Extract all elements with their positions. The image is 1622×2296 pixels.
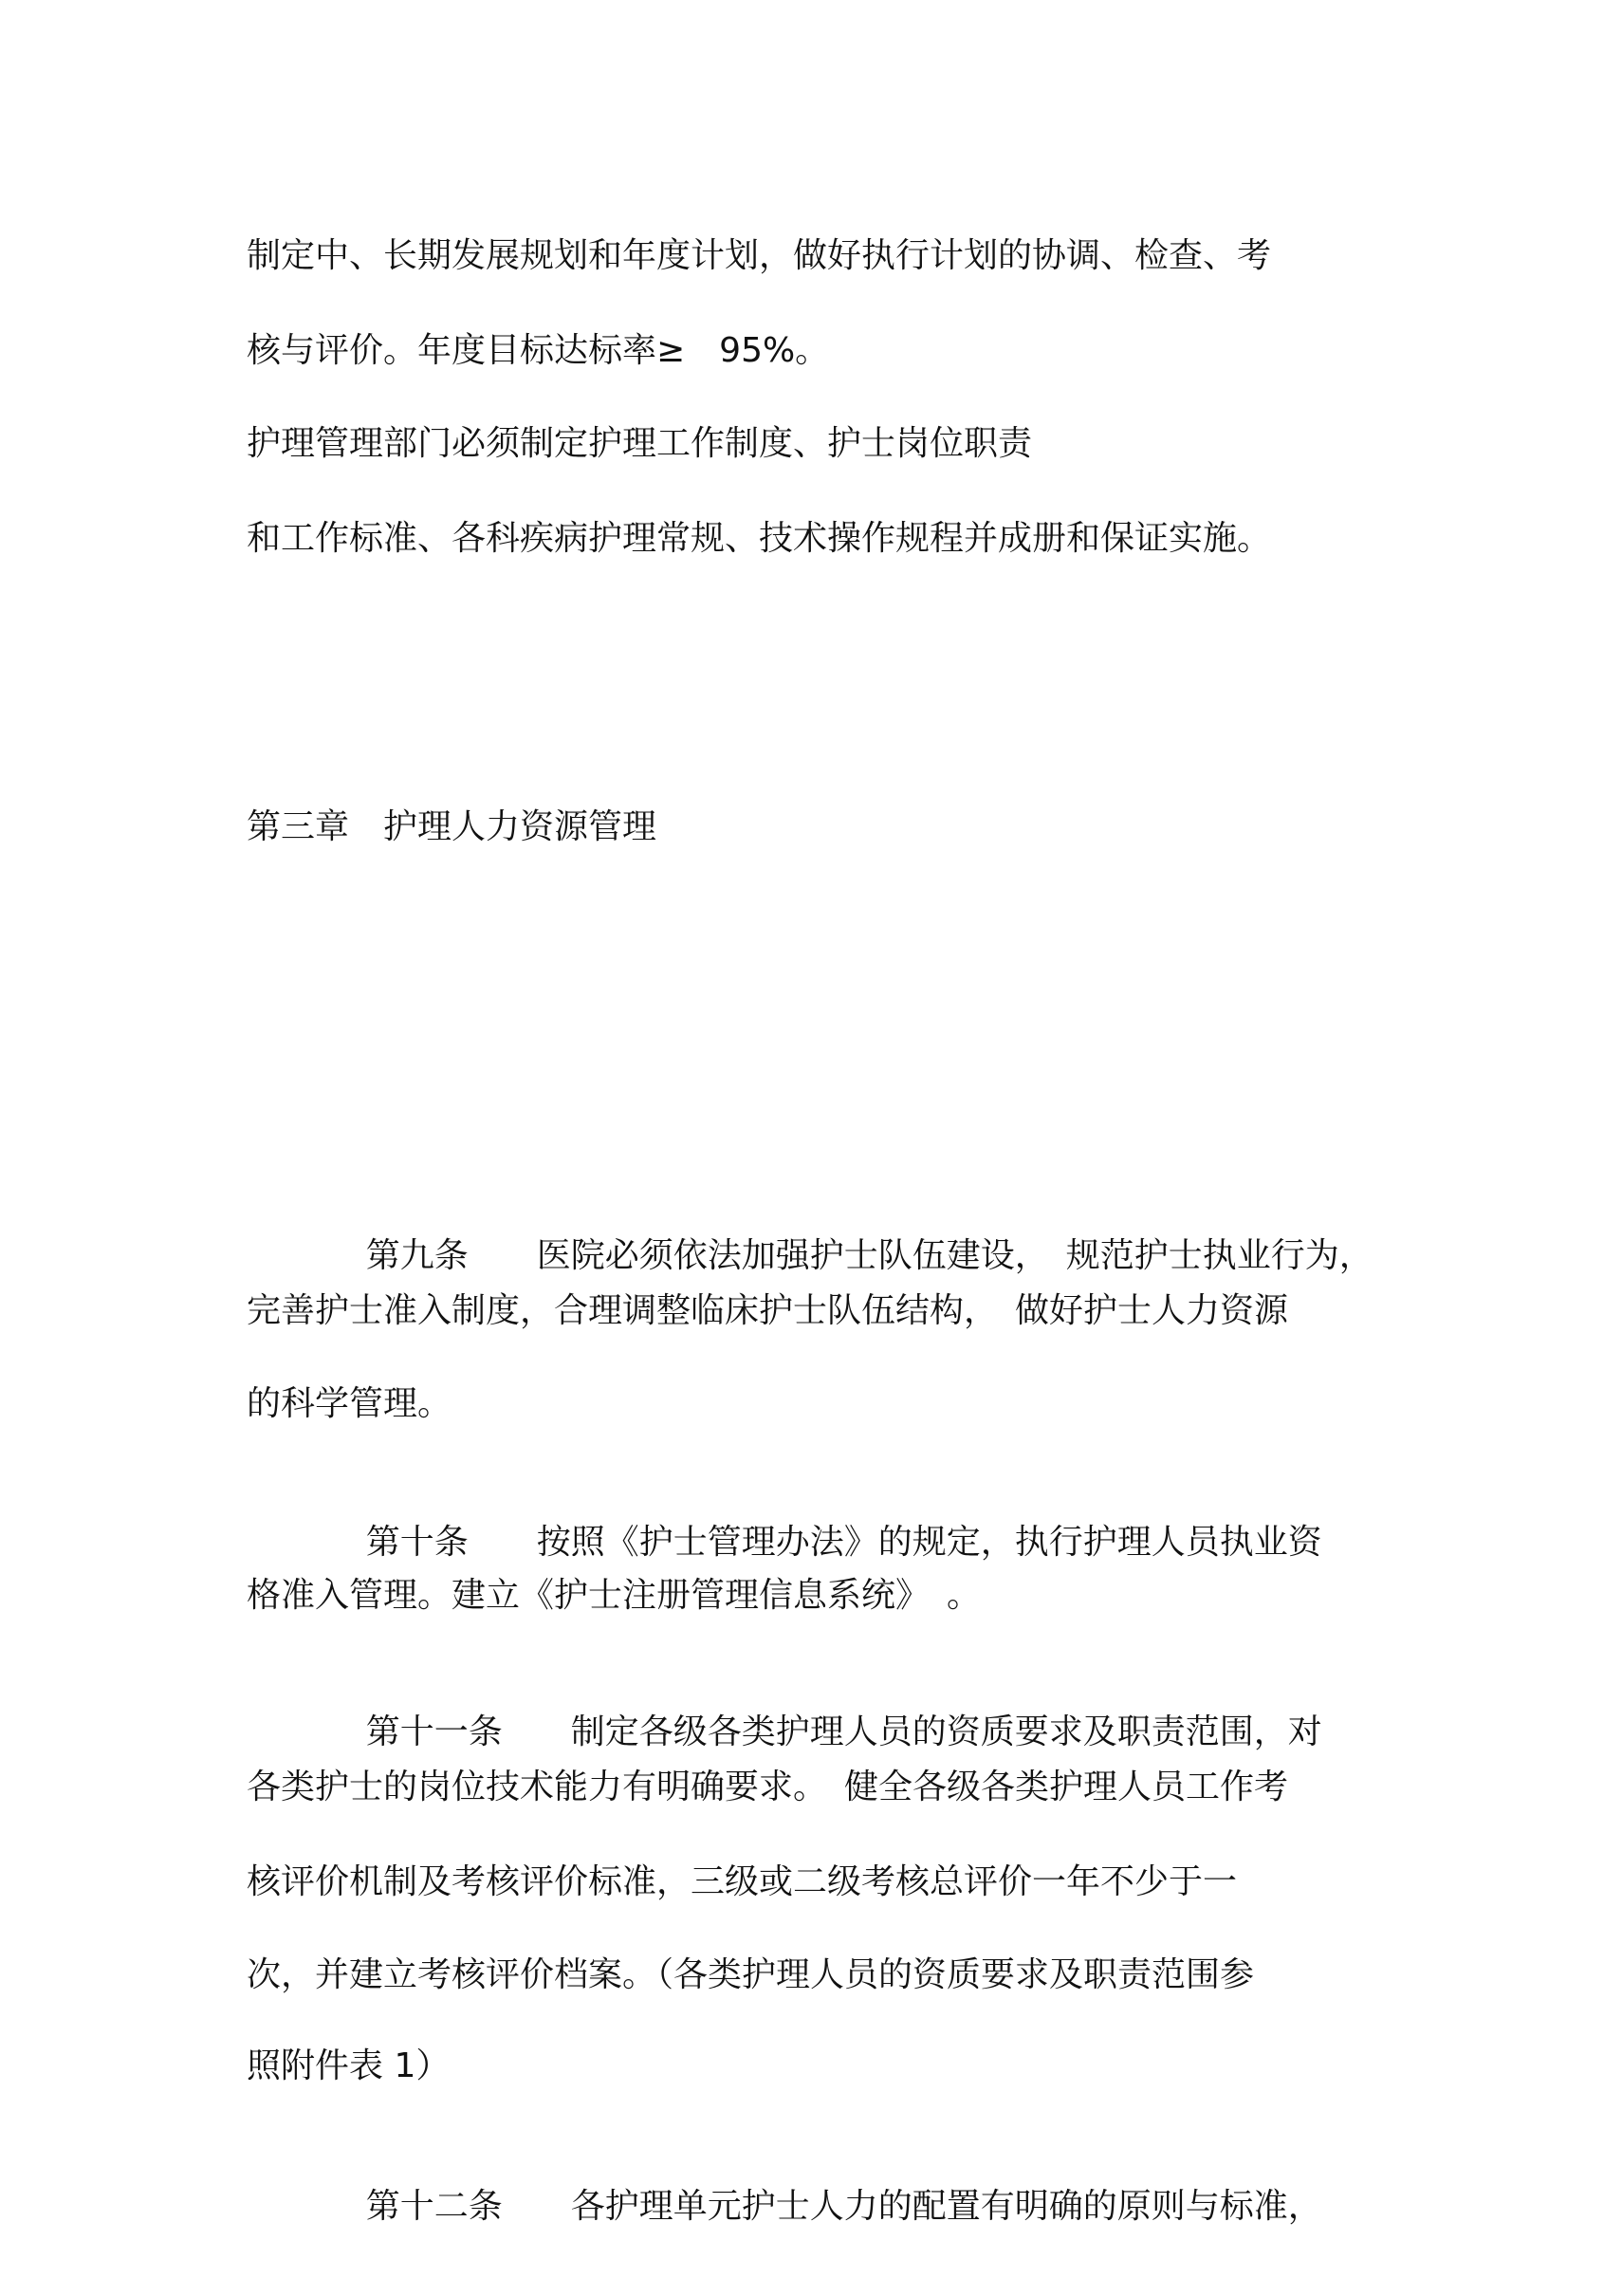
article-10-label: 第十条 (365, 1523, 469, 1562)
article-11-label: 第十一条 (365, 1713, 503, 1751)
article-11-line-5: 照附件表 1） (247, 2046, 451, 2085)
paragraph-line-3: 护理管理部门必须制定护理工作制度、护士岗位职责 (247, 424, 1033, 463)
article-12-text-1: 各护理单元护士人力的配置有明确的原则与标准， (570, 2187, 1322, 2226)
article-11-line-2: 各类护士的岗位技术能力有明确要求。 健全各级各类护理人员工作考 (247, 1768, 1289, 1806)
article-10-text-1: 按照《护士管理办法》的规定，执行护理人员执业资 (536, 1523, 1322, 1562)
paragraph-line-1: 制定中、长期发展规划和年度计划，做好执行计划的协调、检查、考 (247, 236, 1272, 275)
article-9-line-2: 完善护士准入制度，合理调整临床护士队伍结构， 做好护士人力资源 (247, 1291, 1289, 1330)
paragraph-line-4: 和工作标准、各科疾病护理常规、技术操作规程并成册和保证实施。 (247, 519, 1272, 558)
article-9-line-3: 的科学管理。 (247, 1384, 452, 1423)
article-12-first-line (323, 2144, 1322, 2269)
article-11-line-3: 核评价机制及考核评价标准，三级或二级考核总评价一年不少于一 (247, 1862, 1238, 1901)
article-9-label: 第九条 (365, 1236, 469, 1275)
chapter-title: 第三章 护理人力资源管理 (247, 807, 657, 846)
paragraph-line-2: 核与评价。年度目标达标率≥ 95%。 (247, 331, 830, 370)
article-11-text-1: 制定各级各类护理人员的资质要求及职责范围，对 (570, 1713, 1322, 1751)
article-9-text-1: 医院必须依法加强护士队伍建设， 规范护士执业行为， (536, 1236, 1373, 1275)
article-12-label: 第十二条 (365, 2187, 503, 2226)
article-10-line-2: 格准入管理。建立《护士注册管理信息系统》 。 (247, 1576, 982, 1615)
article-11-line-4: 次，并建立考核评价档案。（各类护理人员的资质要求及职责范围参 (247, 1955, 1255, 1994)
